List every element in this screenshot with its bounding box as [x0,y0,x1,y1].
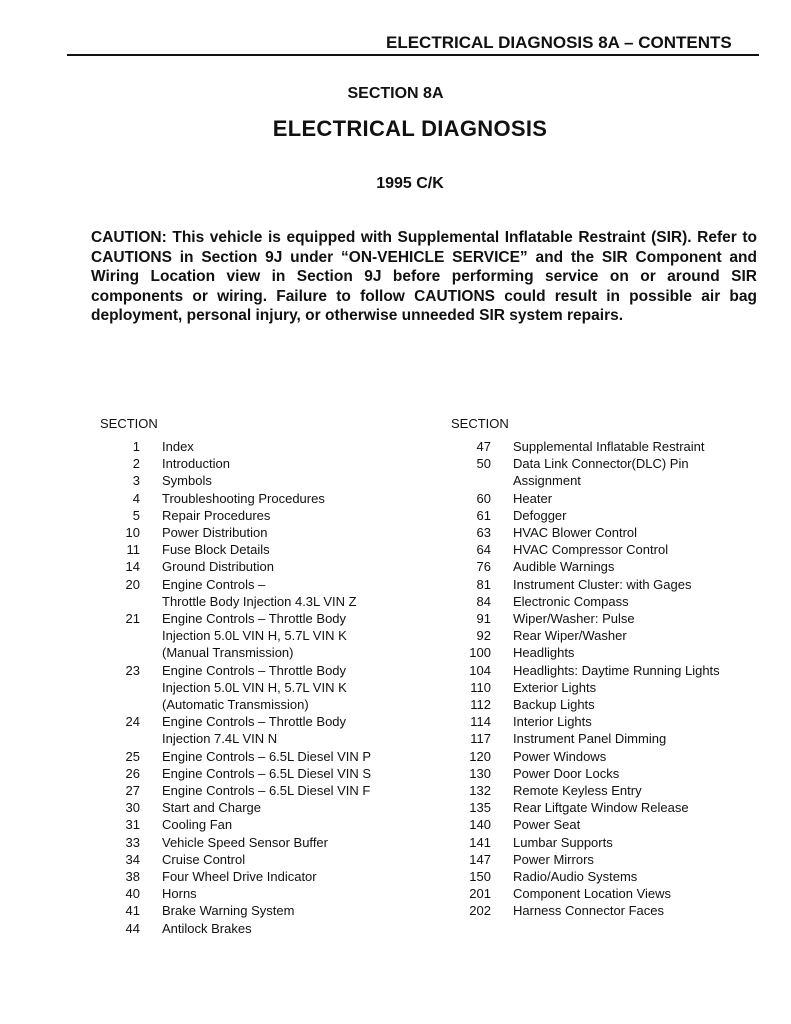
toc-entry-title: Brake Warning System [162,903,295,919]
toc-entry-title: Instrument Cluster: with Gages [513,576,692,592]
toc-entry-title: HVAC Blower Control [513,525,638,541]
toc-entry-title: Remote Keyless Entry [513,783,642,799]
toc-entry [451,593,771,610]
toc-entry-title: Cooling Fan [162,817,233,833]
toc-entry [100,610,420,662]
toc-entry-number: 140 [469,817,491,833]
toc-entry-title: Engine Controls – Throttle Body Injection 7.4L VIN N [162,714,347,747]
toc-entry-number: 44 [125,920,140,936]
toc-entry [451,662,771,679]
toc-entry-title: Headlights: Daytime Running Lights [513,662,720,678]
toc-entry [451,438,771,455]
toc-entry [451,524,771,541]
toc-entry-number: 23 [125,662,140,678]
toc-entry [100,576,420,610]
toc-entry-number: 4 [132,490,140,506]
toc-entry-number: 31 [125,817,140,833]
toc-entry-number: 112 [470,697,491,713]
toc-entry [451,713,771,730]
toc-entry [451,902,771,919]
toc-entry-number: 1 [132,439,140,454]
toc-entry-number: 61 [476,507,491,523]
toc-entry [451,507,771,524]
toc-entry-number: 30 [125,800,140,816]
toc-entry [100,868,420,885]
toc-entry-title: Index [162,439,194,454]
toc-entry [451,576,771,593]
page-title: ELECTRICAL DIAGNOSIS [272,116,548,141]
toc-entry-title: Heater [513,490,553,506]
header-rule [67,54,759,56]
toc-entry [451,644,771,661]
toc-entry-title: Component Location Views [513,886,672,902]
toc-entry-title: Power Mirrors [513,851,594,867]
toc-entry [451,851,771,868]
toc-entry-number: 150 [469,869,491,885]
toc-entry [100,834,420,851]
toc-entry-number: 27 [125,783,140,799]
toc-entry-number: 47 [476,439,491,454]
toc-entry-number: 63 [476,525,491,541]
toc-entry-title: Power Distribution [162,525,268,541]
toc-entry-number: 60 [476,490,491,506]
toc-entry-title: Interior Lights [513,714,592,730]
toc-entry-number: 25 [125,748,140,764]
toc-entry-title: Defogger [513,507,567,523]
toc-entry-number: 120 [469,748,491,764]
toc-entry-number: 24 [125,714,140,730]
toc-entry [451,765,771,782]
toc-entry [451,696,771,713]
toc-column-heading: SECTION [451,416,509,431]
toc-entry [451,816,771,833]
toc-entry-number: 21 [125,611,140,627]
toc-entry-title: Rear Wiper/Washer [513,628,627,644]
toc-entry-number: 76 [476,559,491,575]
toc-entry-title: Start and Charge [162,800,262,816]
toc-entry [451,455,771,489]
toc-entry-title: Repair Procedures [162,507,271,523]
toc-entry-number: 38 [125,869,140,885]
toc-entry-number: 26 [125,765,140,781]
toc-entry-title: HVAC Compressor Control [513,542,669,558]
toc-entry-title: Instrument Panel Dimming [513,731,667,747]
toc-entry-number: 14 [125,559,140,575]
model-year: 1995 C/K [376,175,444,192]
toc-entry-title: Backup Lights [513,697,595,713]
toc-entry [451,679,771,696]
toc-entry-title: Symbols [162,473,212,489]
toc-entry-title: Wiper/Washer: Pulse [513,611,635,627]
toc-entry [451,490,771,507]
toc-entry-title: Radio/Audio Systems [513,869,638,885]
toc-entry-number: 64 [476,542,491,558]
toc-entry-number: 2 [132,456,140,472]
toc-entry-title: Electronic Compass [513,593,629,609]
toc-entry-title: Power Windows [513,748,607,764]
header-title: ELECTRICAL DIAGNOSIS 8A – CONTENTS [386,33,732,52]
toc-entry-number: 91 [476,611,491,627]
toc-entry-title: Exterior Lights [513,679,597,695]
toc-entry-number: 92 [476,628,491,644]
toc-entry [100,558,420,575]
toc-entry [451,885,771,902]
toc-entry [100,507,420,524]
toc-entry-number: 33 [125,834,140,850]
toc-entry-title: Introduction [162,456,230,472]
toc-entry-title: Horns [162,886,197,902]
toc-entry [100,799,420,816]
toc-entry [100,438,420,455]
toc-entry [100,765,420,782]
toc-entry [100,524,420,541]
toc-entry-title: Rear Liftgate Window Release [513,800,689,816]
toc-entry-number: 100 [469,645,491,661]
toc-entry [100,662,420,714]
toc-entry [100,455,420,472]
toc-entry-number: 11 [126,542,140,558]
toc-entry-number: 81 [476,576,491,592]
caution-paragraph: CAUTION: This vehicle is equipped with Supplemental Inflatable Restraint (SIR). Refer to CAUTIONS in Section 9J under “ON-VEHICLE SERVICE” and the SIR Component and Wiring Location view in Section 9J before performing service on or around SIR components or wiring. Failure to follow CAUTIONS could result in possible air bag deployment, personal injury, or otherwise unneeded SIR system repairs. [91,229,757,325]
toc-entry [100,748,420,765]
toc-entry-number: 141 [469,834,491,850]
toc-entry-number: 104 [469,662,491,678]
toc-entry-number: 5 [132,507,140,523]
toc-entry-title: Engine Controls – 6.5L Diesel VIN F [162,783,371,799]
toc-entry-number: 84 [476,593,491,609]
toc-entry-title: Harness Connector Faces [513,903,665,919]
toc-entry-number: 40 [125,886,140,902]
toc-entry-number: 132 [469,783,491,799]
toc-entry [451,730,771,747]
toc-entry [451,541,771,558]
toc-entry-number: 41 [125,903,140,919]
toc-entry-title: Fuse Block Details [162,542,270,558]
toc-entry-title: Vehicle Speed Sensor Buffer [162,834,328,850]
toc-entry [100,851,420,868]
toc-entry-number: 202 [469,903,491,919]
toc-entry-number: 135 [469,800,491,816]
toc-entry [451,782,771,799]
toc-entry [451,799,771,816]
toc-entry [100,541,420,558]
toc-entry-number: 10 [125,525,140,541]
toc-entry [451,610,771,627]
toc-entry-number: 50 [476,456,491,472]
toc-entry-title: Power Door Locks [513,765,620,781]
toc-entry [100,713,420,747]
toc-entry-number: 34 [125,851,140,867]
toc-entry-number: 20 [125,576,140,592]
toc-list-left [100,438,420,937]
toc-entry-title: Engine Controls – Throttle Body Injection 4.3L VIN Z [162,576,357,609]
toc-column-right [451,414,771,920]
toc-entry-number: 201 [469,886,491,902]
toc-entry-number: 3 [132,473,140,489]
toc-entry-title: Four Wheel Drive Indicator [162,869,317,885]
toc-list-right [451,438,771,920]
toc-entry [451,834,771,851]
toc-entry [100,902,420,919]
toc-entry [451,627,771,644]
toc-entry [100,885,420,902]
toc-entry-title: Cruise Control [162,851,246,867]
toc-entry-title: Lumbar Supports [513,834,613,850]
toc-entry-number: 117 [470,731,491,747]
toc-entry-title: Engine Controls – Throttle Body Injection 5.0L VIN H, 5.7L VIN K (Manual Transmission) [162,611,347,661]
toc-entry-title: Data Link Connector(DLC) Pin Assignment [513,456,689,489]
toc-entry-title: Antilock Brakes [162,920,252,936]
toc-entry [451,558,771,575]
toc-entry-title: Engine Controls – Throttle Body Injection 5.0L VIN H, 5.7L VIN K (Automatic Transmission) [162,662,347,713]
toc-entry-number: 110 [470,679,491,695]
toc-column-left [100,414,420,937]
toc-entry-title: Supplemental Inflatable Restraint [513,439,705,454]
toc-entry-title: Troubleshooting Procedures [162,490,325,506]
toc-entry [451,868,771,885]
toc-entry-title: Headlights [513,645,575,661]
toc-entry-title: Engine Controls – 6.5L Diesel VIN S [162,765,372,781]
toc-entry [100,920,420,937]
toc-entry [451,748,771,765]
toc-entry [100,782,420,799]
toc-entry-number: 130 [469,765,491,781]
toc-entry-title: Audible Warnings [513,559,615,575]
toc-entry-title: Engine Controls – 6.5L Diesel VIN P [162,748,372,764]
toc-entry-title: Ground Distribution [162,559,274,575]
toc-entry-title: Power Seat [513,817,581,833]
toc-entry-number: 114 [470,714,491,730]
section-label: SECTION 8A [347,85,444,102]
toc-entry [100,816,420,833]
toc-entry [100,490,420,507]
toc-entry [100,472,420,489]
toc-column-heading: SECTION [100,416,158,431]
toc-entry-number: 147 [469,851,491,867]
